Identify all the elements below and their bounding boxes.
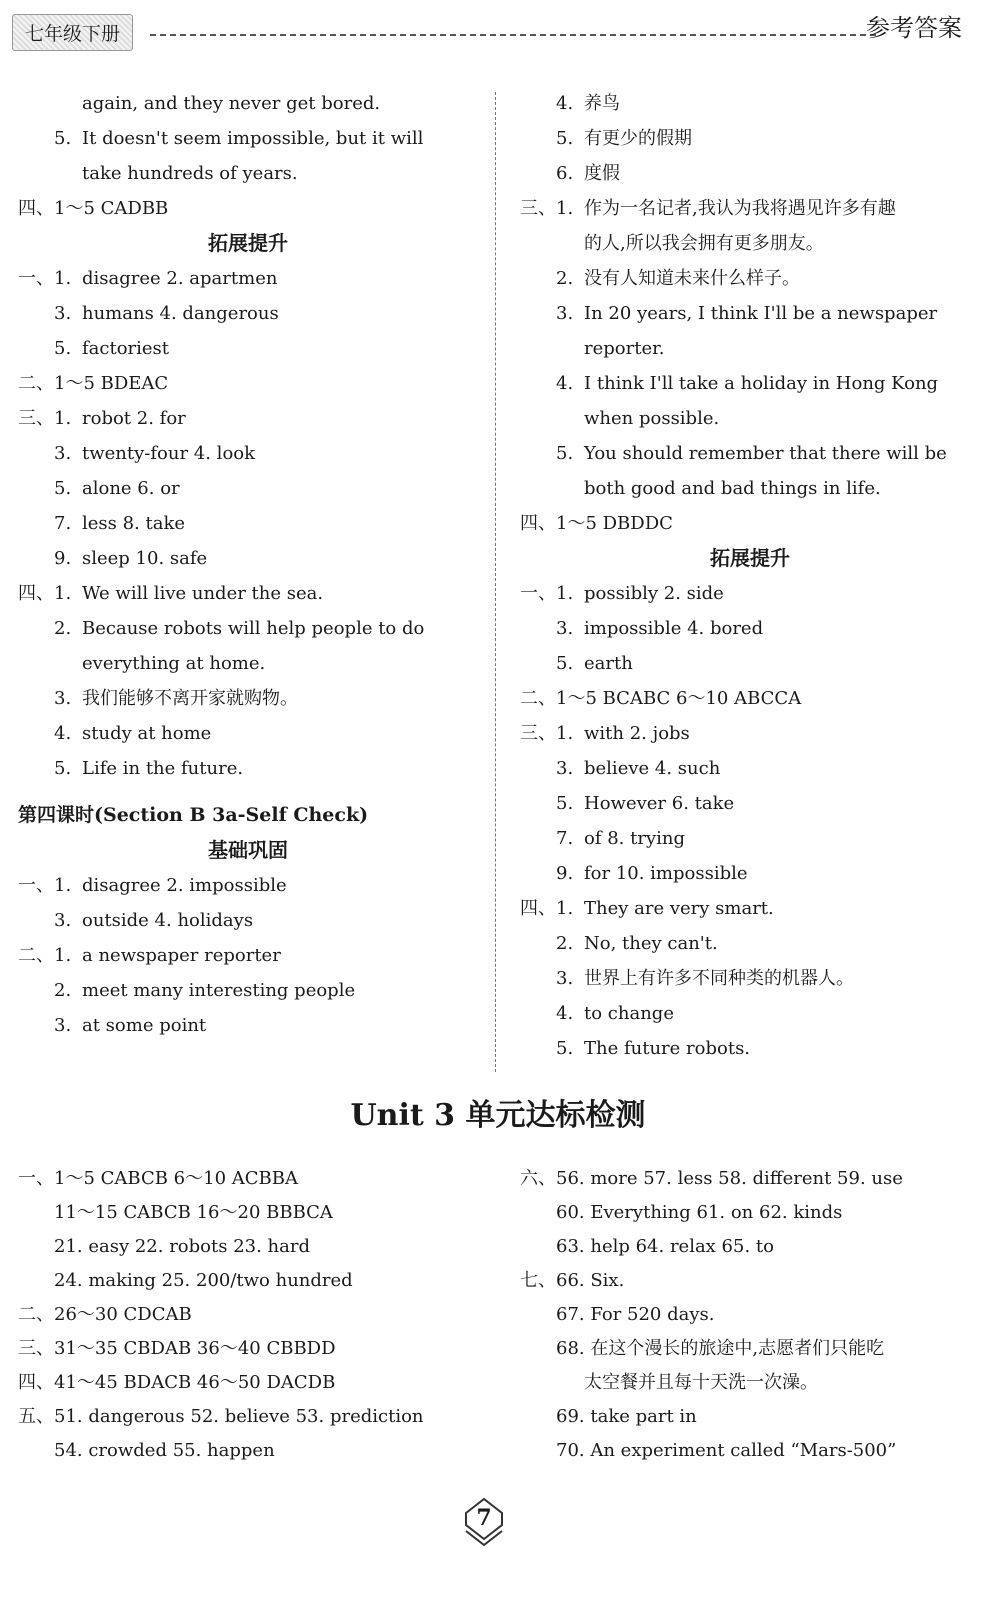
item-number: 7. xyxy=(556,828,574,849)
answer-line xyxy=(18,938,478,973)
answer-line xyxy=(18,868,478,903)
answer-text: 63. help 64. relax 65. to xyxy=(556,1236,774,1257)
answer-line xyxy=(18,121,478,156)
answer-text: for 10. impossible xyxy=(584,863,748,884)
answer-line xyxy=(520,1264,980,1298)
answer-line xyxy=(520,1298,980,1332)
answer-text: I think I'll take a holiday in Hong Kong xyxy=(584,373,939,394)
answer-line xyxy=(18,681,478,716)
answer-line xyxy=(18,576,478,611)
section-label: 六、 xyxy=(520,1168,556,1189)
answer-text: meet many interesting people xyxy=(82,980,356,1001)
column-divider xyxy=(495,92,496,1072)
answer-text: impossible 4. bored xyxy=(584,618,764,639)
answer-line xyxy=(520,1196,980,1230)
section-label: 二、 xyxy=(18,945,54,966)
answer-line xyxy=(520,1400,980,1434)
answer-text: again, and they never get bored. xyxy=(82,93,381,114)
answer-text: with 2. jobs xyxy=(584,723,690,744)
answer-line xyxy=(18,973,478,1008)
answer-line xyxy=(18,833,478,868)
answer-text: Because robots will help people to do xyxy=(82,618,425,639)
answer-text: take hundreds of years. xyxy=(82,163,298,184)
section-label: 一、 xyxy=(18,268,54,289)
answer-text: study at home xyxy=(82,723,212,744)
answer-text: sleep 10. safe xyxy=(82,548,208,569)
unit-test-right-answers xyxy=(520,1162,980,1468)
answer-text: 70. An experiment called “Mars-500” xyxy=(556,1440,897,1461)
answer-line xyxy=(520,1434,980,1468)
answer-line xyxy=(520,926,980,961)
answer-text: 基础巩固 xyxy=(208,838,288,862)
answer-line xyxy=(18,1434,488,1468)
answer-line xyxy=(520,541,980,576)
section-label: 四、 xyxy=(18,1372,54,1393)
answer-text: 世界上有许多不同种类的机器人。 xyxy=(584,968,854,989)
answer-text: robot 2. for xyxy=(82,408,186,429)
item-number: 3. xyxy=(54,1015,72,1036)
section-label: 一、 xyxy=(18,1168,54,1189)
answer-text: 度假 xyxy=(584,163,620,184)
answer-text: 养鸟 xyxy=(584,93,620,114)
answer-text: disagree 2. apartmen xyxy=(82,268,278,289)
item-number: 3. xyxy=(556,303,574,324)
answer-text: 41～45 BDACB 46～50 DACDB xyxy=(54,1372,336,1393)
page-number: 7 xyxy=(476,1505,492,1531)
item-number: 1. xyxy=(556,898,574,919)
item-number: 2. xyxy=(54,980,72,1001)
answer-text: 51. dangerous 52. believe 53. prediction xyxy=(54,1406,424,1427)
answer-text: possibly 2. side xyxy=(584,583,724,604)
answer-line xyxy=(520,261,980,296)
answer-line xyxy=(520,576,980,611)
item-number: 5. xyxy=(54,128,72,149)
item-number: 5. xyxy=(556,793,574,814)
left-column-answers xyxy=(18,86,478,1043)
answer-line xyxy=(18,1366,488,1400)
answer-line xyxy=(18,506,478,541)
answer-text: You should remember that there will be xyxy=(584,443,947,464)
item-number: 5. xyxy=(556,653,574,674)
answer-text: 54. crowded 55. happen xyxy=(54,1440,275,1461)
answer-line xyxy=(18,191,478,226)
item-number: 2. xyxy=(54,618,72,639)
header-divider xyxy=(150,34,876,36)
answer-line xyxy=(520,646,980,681)
answer-line xyxy=(18,611,478,646)
answer-line xyxy=(520,366,980,401)
answer-text: In 20 years, I think I'll be a newspaper xyxy=(584,303,938,324)
item-number: 3. xyxy=(556,618,574,639)
answer-text: 1～5 DBDDC xyxy=(556,513,673,534)
item-number: 3. xyxy=(556,968,574,989)
answer-text: humans 4. dangerous xyxy=(82,303,279,324)
answer-line xyxy=(520,716,980,751)
item-number: 3. xyxy=(54,303,72,324)
answer-text: less 8. take xyxy=(82,513,186,534)
answer-text: 68. 在这个漫长的旅途中,志愿者们只能吃 xyxy=(556,1338,885,1359)
answer-line xyxy=(18,331,478,366)
answer-text: reporter. xyxy=(584,338,665,359)
item-number: 6. xyxy=(556,163,574,184)
section-label: 四、 xyxy=(520,898,556,919)
answer-line xyxy=(520,891,980,926)
answer-line xyxy=(18,156,478,191)
answer-line xyxy=(18,646,478,681)
answer-line xyxy=(520,751,980,786)
item-number: 5. xyxy=(54,338,72,359)
answer-line xyxy=(520,226,980,261)
answer-line xyxy=(18,1298,488,1332)
answer-line xyxy=(520,401,980,436)
answer-line xyxy=(18,261,478,296)
answer-text: of 8. trying xyxy=(584,828,685,849)
answer-text: 1～5 BCABC 6～10 ABCCA xyxy=(556,688,802,709)
item-number: 1. xyxy=(54,268,72,289)
section-label: 三、 xyxy=(18,408,54,429)
item-number: 1. xyxy=(54,875,72,896)
item-number: 5. xyxy=(556,128,574,149)
answer-text: 24. making 25. 200/two hundred xyxy=(54,1270,353,1291)
answer-line xyxy=(520,191,980,226)
answer-text: disagree 2. impossible xyxy=(82,875,287,896)
answer-text: 拓展提升 xyxy=(208,231,288,255)
answer-text: 31～35 CBDAB 36～40 CBBDD xyxy=(54,1338,336,1359)
answer-text: 1～5 CADBB xyxy=(54,198,169,219)
answer-text: They are very smart. xyxy=(584,898,774,919)
item-number: 4. xyxy=(556,373,574,394)
answer-line xyxy=(18,751,478,786)
item-number: 4. xyxy=(54,723,72,744)
answer-line xyxy=(18,296,478,331)
section-label: 三、 xyxy=(520,723,556,744)
item-number: 3. xyxy=(54,910,72,931)
section-title: 参考答案 xyxy=(866,14,962,42)
section-label: 七、 xyxy=(520,1270,556,1291)
item-number: 1. xyxy=(54,583,72,604)
answer-line xyxy=(520,681,980,716)
answer-text: earth xyxy=(584,653,633,674)
item-number: 3. xyxy=(54,688,72,709)
section-label: 一、 xyxy=(18,875,54,896)
answer-line xyxy=(18,366,478,401)
answer-line xyxy=(520,1162,980,1196)
answer-text: factoriest xyxy=(82,338,170,359)
answer-line xyxy=(520,331,980,366)
answer-text: outside 4. holidays xyxy=(82,910,254,931)
answer-text: 作为一名记者,我认为我将遇见许多有趣 xyxy=(584,198,896,219)
answer-text: 67. For 520 days. xyxy=(556,1304,715,1325)
answer-line xyxy=(18,798,478,833)
answer-text: both good and bad things in life. xyxy=(584,478,881,499)
section-label: 二、 xyxy=(18,373,54,394)
page-number-badge xyxy=(458,1495,510,1547)
answer-text: 我们能够不离开家就购物。 xyxy=(82,688,298,709)
item-number: 2. xyxy=(556,268,574,289)
section-label: 二、 xyxy=(18,1304,54,1325)
section-label: 四、 xyxy=(520,513,556,534)
item-number: 2. xyxy=(556,933,574,954)
item-number: 3. xyxy=(54,443,72,464)
answer-line xyxy=(18,903,478,938)
answer-text: 1～5 BDEAC xyxy=(54,373,169,394)
answer-line xyxy=(18,1196,488,1230)
answer-text: 69. take part in xyxy=(556,1406,697,1427)
answer-text: 太空餐并且每十天洗一次澡。 xyxy=(584,1372,818,1393)
answer-line xyxy=(18,1008,478,1043)
answer-line xyxy=(520,156,980,191)
item-number: 1. xyxy=(54,945,72,966)
right-column-answers xyxy=(520,86,980,1066)
unit-title: Unit 3 单元达标检测 xyxy=(350,1098,646,1133)
answer-line xyxy=(520,436,980,471)
section-label: 三、 xyxy=(520,198,556,219)
answer-line xyxy=(18,86,478,121)
item-number: 1. xyxy=(556,198,574,219)
answer-line xyxy=(520,1031,980,1066)
answer-text: when possible. xyxy=(584,408,720,429)
section-label: 三、 xyxy=(18,1338,54,1359)
answer-line xyxy=(520,1230,980,1264)
answer-line xyxy=(18,541,478,576)
unit-test-left-answers xyxy=(18,1162,488,1468)
answer-line xyxy=(520,471,980,506)
answer-line xyxy=(520,786,980,821)
answer-line xyxy=(520,86,980,121)
answer-text: 的人,所以我会拥有更多朋友。 xyxy=(584,233,824,254)
answer-text: The future robots. xyxy=(584,1038,751,1059)
answer-text: 66. Six. xyxy=(556,1270,625,1291)
item-number: 7. xyxy=(54,513,72,534)
answer-text: Life in the future. xyxy=(82,758,244,779)
answer-line xyxy=(520,996,980,1031)
answer-text: However 6. take xyxy=(584,793,735,814)
answer-line xyxy=(18,1162,488,1196)
answer-text: twenty-four 4. look xyxy=(82,443,256,464)
section-label: 四、 xyxy=(18,198,54,219)
item-number: 1. xyxy=(556,723,574,744)
answer-text: to change xyxy=(584,1003,674,1024)
item-number: 5. xyxy=(54,478,72,499)
answer-line xyxy=(520,1366,980,1400)
answer-line xyxy=(520,856,980,891)
answer-text: at some point xyxy=(82,1015,207,1036)
answer-text: 1～5 CABCB 6～10 ACBBA xyxy=(54,1168,298,1189)
answer-line xyxy=(18,1332,488,1366)
item-number: 9. xyxy=(54,548,72,569)
item-number: 1. xyxy=(556,583,574,604)
section-label: 四、 xyxy=(18,583,54,604)
answer-text: 没有人知道未来什么样子。 xyxy=(584,268,800,289)
answer-text: 21. easy 22. robots 23. hard xyxy=(54,1236,310,1257)
answer-line xyxy=(18,1264,488,1298)
answer-line xyxy=(520,961,980,996)
answer-text: 56. more 57. less 58. different 59. use xyxy=(556,1168,903,1189)
answer-text: a newspaper reporter xyxy=(82,945,281,966)
answer-line xyxy=(520,1332,980,1366)
answer-text: 26～30 CDCAB xyxy=(54,1304,192,1325)
section-label: 二、 xyxy=(520,688,556,709)
item-number: 5. xyxy=(556,1038,574,1059)
answer-line xyxy=(18,401,478,436)
item-number: 3. xyxy=(556,758,574,779)
answer-line xyxy=(18,226,478,261)
answer-text: No, they can't. xyxy=(584,933,718,954)
section-label: 一、 xyxy=(520,583,556,604)
answer-line xyxy=(18,1400,488,1434)
answer-line xyxy=(18,436,478,471)
answer-line xyxy=(520,506,980,541)
item-number: 9. xyxy=(556,863,574,884)
answer-text: alone 6. or xyxy=(82,478,180,499)
answer-line xyxy=(18,471,478,506)
answer-line xyxy=(520,611,980,646)
answer-text: It doesn't seem impossible, but it will xyxy=(82,128,424,149)
answer-text: 第四课时(Section B 3a-Self Check) xyxy=(18,804,369,826)
answer-line xyxy=(520,821,980,856)
answer-text: everything at home. xyxy=(82,653,266,674)
item-number: 5. xyxy=(54,758,72,779)
answer-line xyxy=(18,716,478,751)
answer-line xyxy=(18,1230,488,1264)
grade-label: 七年级下册 xyxy=(12,14,133,51)
item-number: 4. xyxy=(556,1003,574,1024)
answer-text: We will live under the sea. xyxy=(82,583,324,604)
answer-text: believe 4. such xyxy=(584,758,721,779)
item-number: 4. xyxy=(556,93,574,114)
answer-text: 60. Everything 61. on 62. kinds xyxy=(556,1202,843,1223)
item-number: 1. xyxy=(54,408,72,429)
answer-text: 有更少的假期 xyxy=(584,128,692,149)
item-number: 5. xyxy=(556,443,574,464)
answer-text: 11～15 CABCB 16～20 BBBCA xyxy=(54,1202,333,1223)
answer-line xyxy=(520,296,980,331)
section-label: 五、 xyxy=(18,1406,54,1427)
answer-text: 拓展提升 xyxy=(710,546,790,570)
answer-line xyxy=(520,121,980,156)
